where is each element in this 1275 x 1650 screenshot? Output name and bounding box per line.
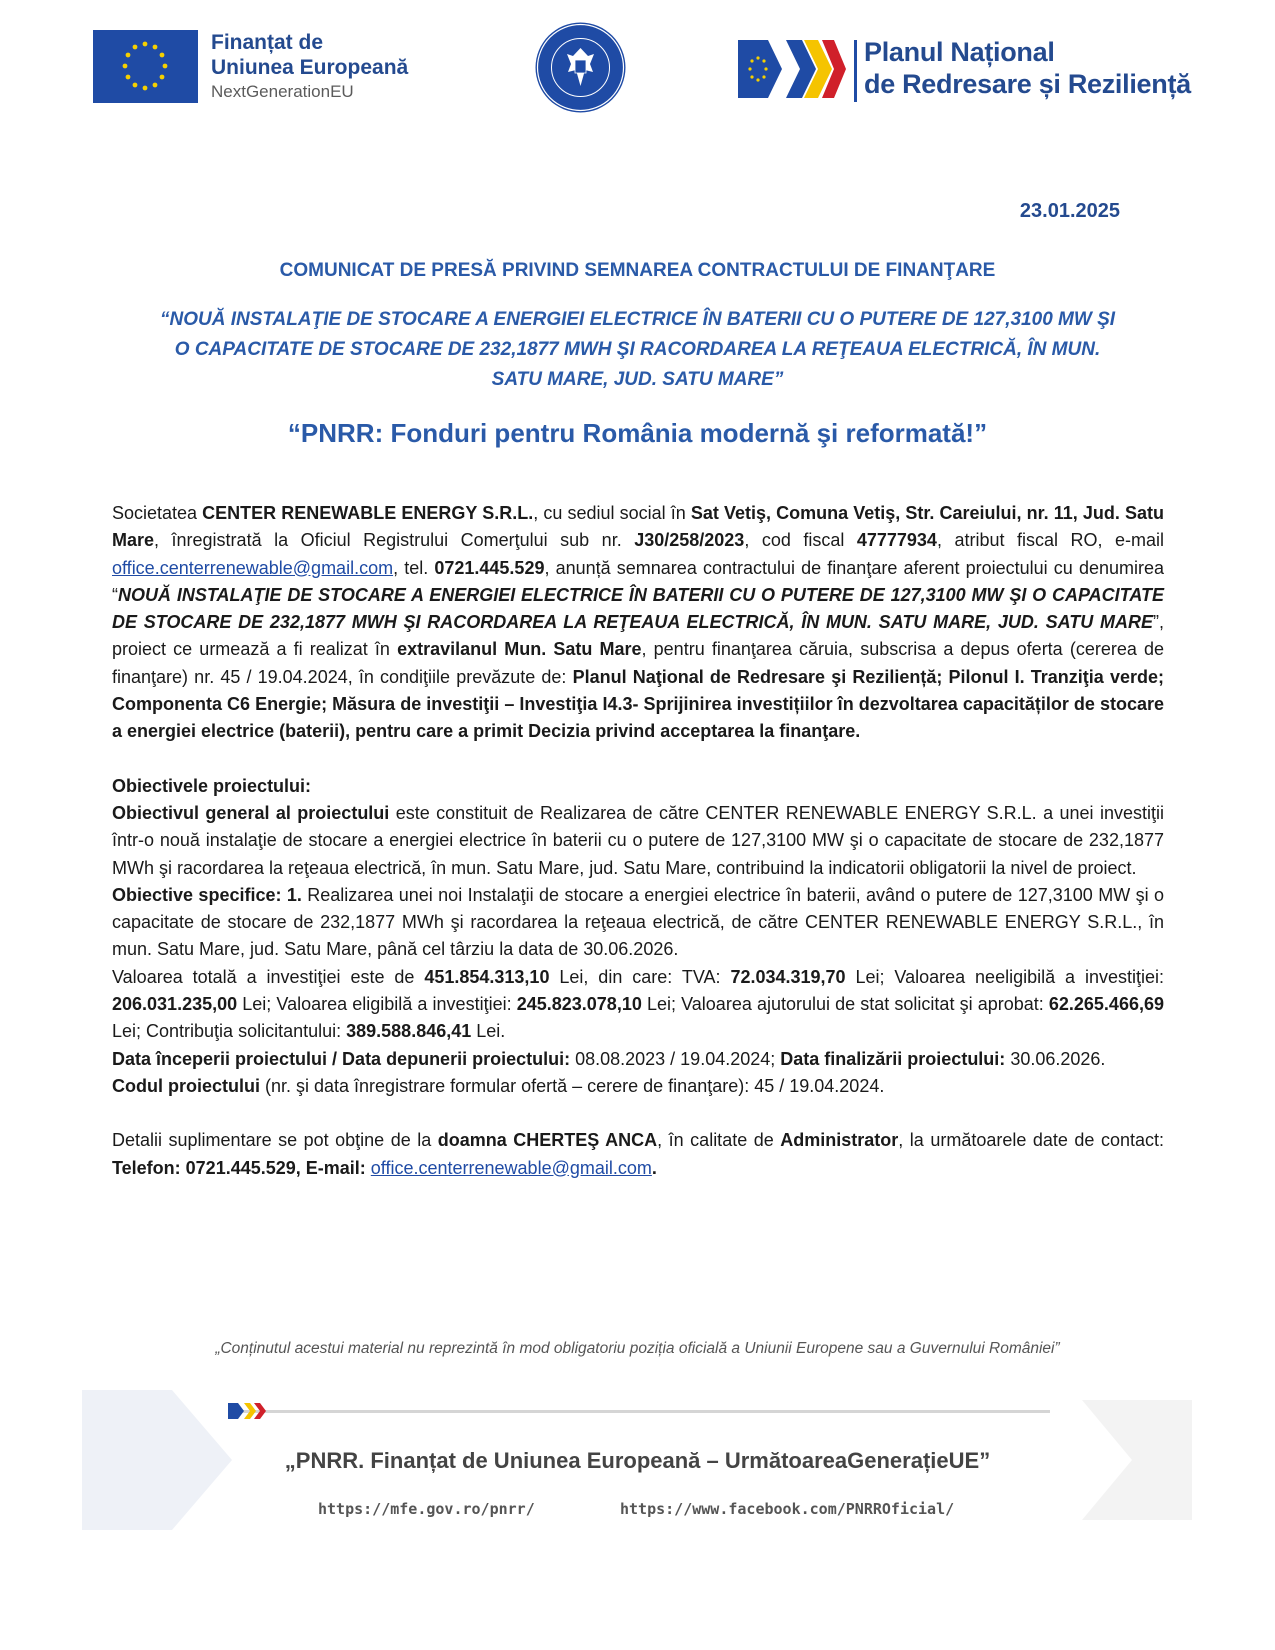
registration-number: J30/258/2023 [634, 530, 745, 551]
footer-slogan: „PNRR. Finanțat de Uniunea Europeană – UrmătoareaGenerațieUE” [284, 1448, 991, 1473]
contact-email-link[interactable]: office.centerrenewable@gmail.com [370, 1157, 652, 1178]
company-address: Sat Vetiş, Comuna Vetiş, Str. Careiului, nr. 11, Jud. Satu Mare [112, 503, 1164, 551]
pnrr-arrow-icon [738, 38, 846, 100]
values-text: Lei, din care: TVA: [549, 966, 731, 987]
project-code-text: (nr. şi data înregistrare formular ofertă – cerere de finanţare): 45 / 19.04.2024. [260, 1075, 885, 1096]
total-value: 451.854.313,10 [424, 966, 550, 987]
government-seal-icon [533, 20, 628, 115]
values-text: Lei; Valoarea ajutorului de stat solicitat şi aprobat: [641, 994, 1049, 1015]
pnrr-text-line1: Planul Național [864, 37, 1055, 67]
start-date-label: Data începerii proiectului / Data depunerii proiectului: [112, 1048, 571, 1069]
end-date-value: 30.06.2026. [1005, 1048, 1106, 1069]
intro-text: , pentru finanţarea căruia, subscrisa a depus oferta (cererea de finanţare) nr. 45 / 19.04.2024, în condiţiile prevăzute de: [112, 639, 1165, 687]
start-date-value: 08.08.2023 / 19.04.2024; [570, 1048, 781, 1069]
specific-objectives-label: Obiective specifice: 1. [112, 884, 302, 905]
intro-paragraph [112, 500, 1164, 746]
specific-objectives-text: Realizarea unei noi Instalaţii de stocare a energiei electrice în baterii, având o putere de 127,3100 MW şi o capacitate de stocare de 232,1877 MWh şi racordarea la reţeaua electrică, de către CENTER RENEWABLE ENERGY S.R.L., în mun. Satu Mare, jud. Satu Mare, până cel târziu la data de 30.06.2026. [112, 884, 1164, 960]
contact-paragraph [112, 1127, 1164, 1182]
state-aid-value: 62.265.466,69 [1048, 994, 1164, 1015]
pnrr-text-line2: de Redresare și Reziliență [864, 69, 1191, 99]
phone-number: 0721.445.529 [434, 557, 545, 578]
values-text: Lei; Contribuţia solicitantului: [112, 1021, 347, 1042]
objectives-heading-text: Obiectivele proiectului: [112, 775, 312, 796]
applicant-contribution-value: 389.588.846,41 [346, 1021, 472, 1042]
contact-phone: Telefon: 0721.445.529, E-mail: [112, 1157, 371, 1178]
project-location: extravilanul Mun. Satu Mare [397, 639, 642, 660]
ineligible-value: 206.031.235,00 [112, 994, 238, 1015]
contact-text: , la următoarele date de contact: [898, 1130, 1164, 1151]
contact-text: , în calitate de [657, 1130, 781, 1151]
values-text: Lei; Valoarea neeligibilă a investiţiei: [845, 966, 1164, 987]
intro-text: , înregistrată la Oficiul Registrului Comerţului sub nr. [154, 530, 635, 551]
investment-values [112, 964, 1164, 1046]
values-text: Valoarea totală a investiţiei este de [112, 966, 425, 987]
project-code [112, 1073, 1164, 1100]
objectives-heading [112, 773, 1164, 800]
end-date-label: Data finalizării proiectului: [780, 1048, 1006, 1069]
general-objective-label: Obiectivul general al proiectului [112, 802, 390, 823]
footer-arrow-icon [228, 1401, 268, 1421]
intro-text: Societatea [112, 503, 203, 523]
eu-flag-icon [93, 30, 198, 103]
tva-value: 72.034.319,70 [730, 966, 846, 987]
intro-text: , anunță semnarea contractului de finanţare aferent proiectului cu denumirea “ [112, 557, 1165, 605]
eligible-value: 245.823.078,10 [516, 994, 642, 1015]
intro-text: , atribut fiscal RO, e-mail [936, 530, 1164, 551]
page-title: COMUNICAT DE PRESĂ PRIVIND SEMNAREA CONTRACTULUI DE FINANŢARE [279, 260, 996, 281]
pnrr-slogan: “PNRR: Fonduri pentru România modernă şi reformată!” [287, 418, 988, 448]
document-date: 23.01.2025 [1019, 200, 1120, 222]
values-text: Lei. [471, 1021, 506, 1042]
pnrr-logo [738, 36, 1208, 106]
intro-text: , tel. [393, 557, 435, 578]
intro-text: ”, proiect ce urmează a fi realizat în [112, 612, 1164, 660]
project-dates [112, 1046, 1164, 1073]
footer-link-facebook[interactable]: https://www.facebook.com/PNRROficial/ [620, 1500, 955, 1518]
specific-objectives [112, 882, 1164, 964]
contact-text: Detalii suplimentare se pot obţine de la [112, 1130, 438, 1151]
general-objective-text: este constituit de Realizarea de către CENTER RENEWABLE ENERGY S.R.L. a unei investiţii într-o nouă instalaţie de stocare a energiei electrice în baterii cu o putere de 127,3100 MW şi o capacitate de stocare de 232,1877 MWh şi racordarea la reţeaua electrică, în mun. Satu Mare, jud. Satu Mare, contribuind la indicatorii obligatorii la nivel de proiect. [112, 802, 1164, 878]
eu-text-line3: NextGenerationEU [211, 82, 354, 101]
footer-divider [230, 1410, 1050, 1413]
funding-conditions: Planul Naţional de Redresare şi Reziliență; Pilonul I. Tranziţia verde; Componenta C6 Energie; Măsura de investiţii – Investiţia I4.3- Sprijinirea investițiilor în dezvoltarea capacităților de stocare a energiei electrice (baterii), pentru care a primit Decizia privind acceptarea la finanţare. [112, 666, 1164, 742]
eu-text-line1: Finanțat de [211, 31, 324, 54]
email-link[interactable]: office.centerrenewable@gmail.com [112, 557, 394, 578]
fiscal-code: 47777934 [856, 530, 937, 551]
footer-disclaimer: „Conținutul acestui material nu reprezintă în mod obligatoriu poziția oficială a Uniunii Europene sau a Guvernului României” [215, 1340, 1060, 1357]
project-code-label: Codul proiectului [112, 1075, 260, 1096]
intro-text: , cu sediul social în [533, 503, 691, 523]
press-release-body [112, 500, 1164, 1182]
contact-text: . [651, 1157, 657, 1178]
contact-role: Administrator [780, 1130, 899, 1151]
general-objective [112, 800, 1164, 882]
project-name: NOUĂ INSTALAŢIE DE STOCARE A ENERGIEI ELECTRICE ÎN BATERII CU O PUTERE DE 127,3100 MW ŞI O CAPACITATE DE STOCARE DE 232,1877 MWH ŞI RACORDAREA LA REŢEAUA ELECTRICĂ, ÎN MUN. SATU MARE, JUD. SATU MARE [112, 584, 1164, 633]
eu-funding-logo [93, 30, 423, 105]
footer-link-mfe[interactable]: https://mfe.gov.ro/pnrr/ [318, 1500, 535, 1518]
intro-text: , cod fiscal [744, 530, 857, 551]
project-title: “NOUĂ INSTALAŢIE DE STOCARE A ENERGIEI ELECTRICE ÎN BATERII CU O PUTERE DE 127,3100 MW ŞI O CAPACITATE DE STOCARE DE 232,1877 MWH ŞI RACORDAREA LA REŢEAUA ELECTRICĂ, ÎN MUN. SATU MARE, JUD. SATU MARE” [159, 309, 1116, 390]
eu-text-line2: Uniunea Europeană [211, 56, 409, 79]
contact-person: doamna CHERTEŞ ANCA [437, 1130, 658, 1151]
values-text: Lei; Valoarea eligibilă a investiţiei: [237, 994, 517, 1015]
company-name: CENTER RENEWABLE ENERGY S.R.L. [202, 503, 534, 523]
